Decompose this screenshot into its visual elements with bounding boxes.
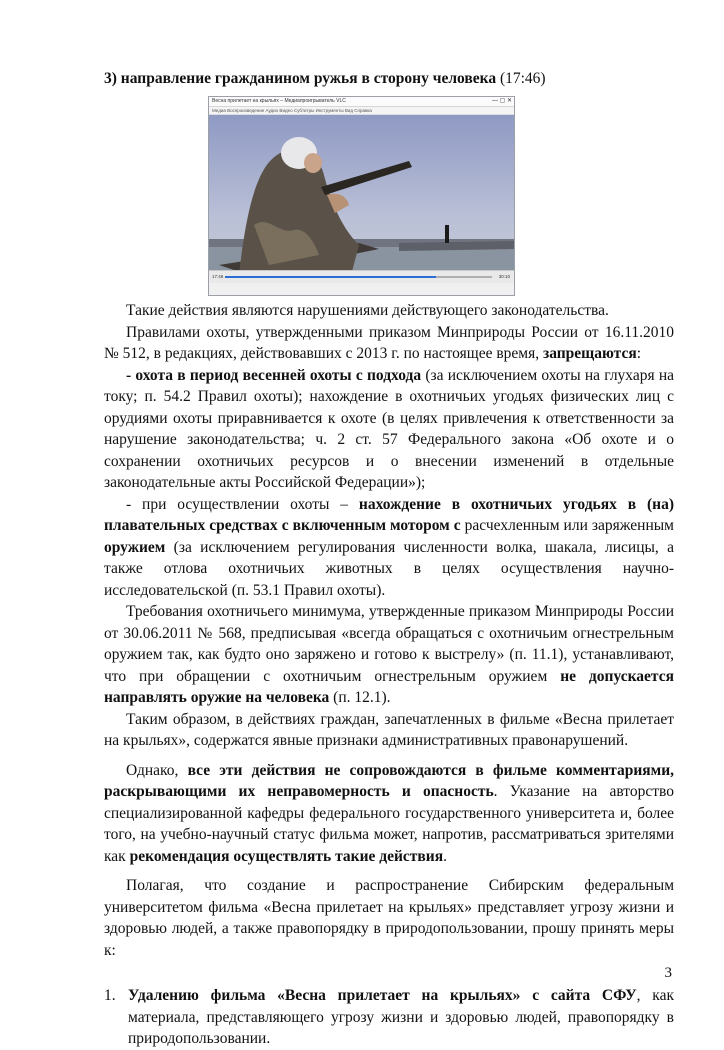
- page-number: 3: [664, 965, 672, 981]
- paragraph: Полагая, что создание и распространение Сибирским федеральным университетом фильма «Весна прилетает на крыльях» представляет угрозу жизни и здоровью людей, а также правопорядку в природопользовании, прошу принять меры к:: [104, 877, 674, 959]
- paragraph: Однако, все эти действия не сопровождаются в фильме комментариями, раскрывающими их неправомерность и опасность. Указание на авторство специализированной кафедры федерального государственного университета и, более того, на учебно-научный статус фильма может, напротив, рассматриваться зрителями как рекомендация осуществлять такие действия.: [104, 761, 675, 865]
- paragraph: - при осуществлении охоты – нахождение в охотничьих угодьях в (на) плавательных средствах с включенным мотором с расчехленным или заряженным оружием (за исключением регулирования численности волка, шакала, лисицы, а также отлова охотничьих животных в целях осуществления научно-исследовательской (п. 53.1 Правил охоты).: [104, 495, 674, 599]
- letter-body: [104, 300, 674, 1050]
- player-titlebar: [209, 97, 514, 107]
- seek-bar-progress: [225, 276, 436, 278]
- seek-bar[interactable]: [225, 276, 492, 278]
- time-elapsed: 17:46: [212, 274, 224, 279]
- paragraph: Требования охотничьего минимума, утвержденные приказом Минприроды России от 30.06.2011 № 568, предписывая «всегда обращаться с охотничьим огнестрельным оружием так, как будто оно заряжено и готово к выстрелу» (п. 11.1), устанавливают, что при обращении с охотничьим огнестрельным оружием не допускается направлять оружие на человека (п. 12.1).: [104, 603, 674, 706]
- player-control-bar: [209, 270, 514, 283]
- list-item-text: , как материала, представляющего угрозу жизни и здоровью людей, правопорядку в природопользовании.: [128, 987, 674, 1047]
- paragraph: - охота в период весенней охоты с подхода (за исключением охоты на глухаря на току; п. 54.2 Правил охоты); нахождение в охотничьих угодьях физических лиц с орудиями охоты приравнивается к охоте (в целях привлечения к ответственности за нарушение законодательства; ч. 2 ст. 57 Федерального закона «Об охоте и о сохранении охотничьих ресурсов и о внесении изменений в отдельные законодательные акты Российской Федерации»);: [104, 366, 675, 491]
- list-item: [104, 985, 674, 1050]
- section-heading: [104, 70, 546, 88]
- heading-text: ) направление гражданином ружья в сторону человека: [111, 70, 497, 87]
- video-player-screenshot: [208, 96, 515, 296]
- video-frame: [209, 115, 514, 283]
- request-list: [104, 985, 674, 1050]
- paragraph: Такие действия являются нарушениями действующего законодательства.: [126, 302, 609, 319]
- window-buttons: — ▢ ✕: [491, 98, 512, 104]
- list-item-bold: Удалению фильма «Весна прилетает на крыльях» с сайта СФУ: [128, 987, 637, 1004]
- heading-timecode: (17:46): [496, 70, 546, 87]
- heading-number: 3: [104, 70, 112, 87]
- paragraph: Таким образом, в действиях граждан, запечатленных в фильме «Весна прилетает на крыльях», содержатся явные признаки административных правонарушений.: [104, 710, 674, 749]
- time-total: 30:10: [498, 274, 510, 279]
- player-window-title: Весна прилетает на крыльях – Медиапроигрыватель VLC: [212, 98, 346, 104]
- list-item-number: 1.: [104, 987, 116, 1004]
- video-frame-image: [209, 115, 514, 283]
- paragraph: Правилами охоты, утвержденными приказом Минприроды России от 16.11.2010 № 512, в редакциях, действовавших с 2013 г. по настоящее время, запрещаются:: [104, 323, 674, 362]
- player-menu-bar: Медиа Воспроизведение Аудио Видео Субтитры Инструменты Вид Справка: [209, 107, 514, 115]
